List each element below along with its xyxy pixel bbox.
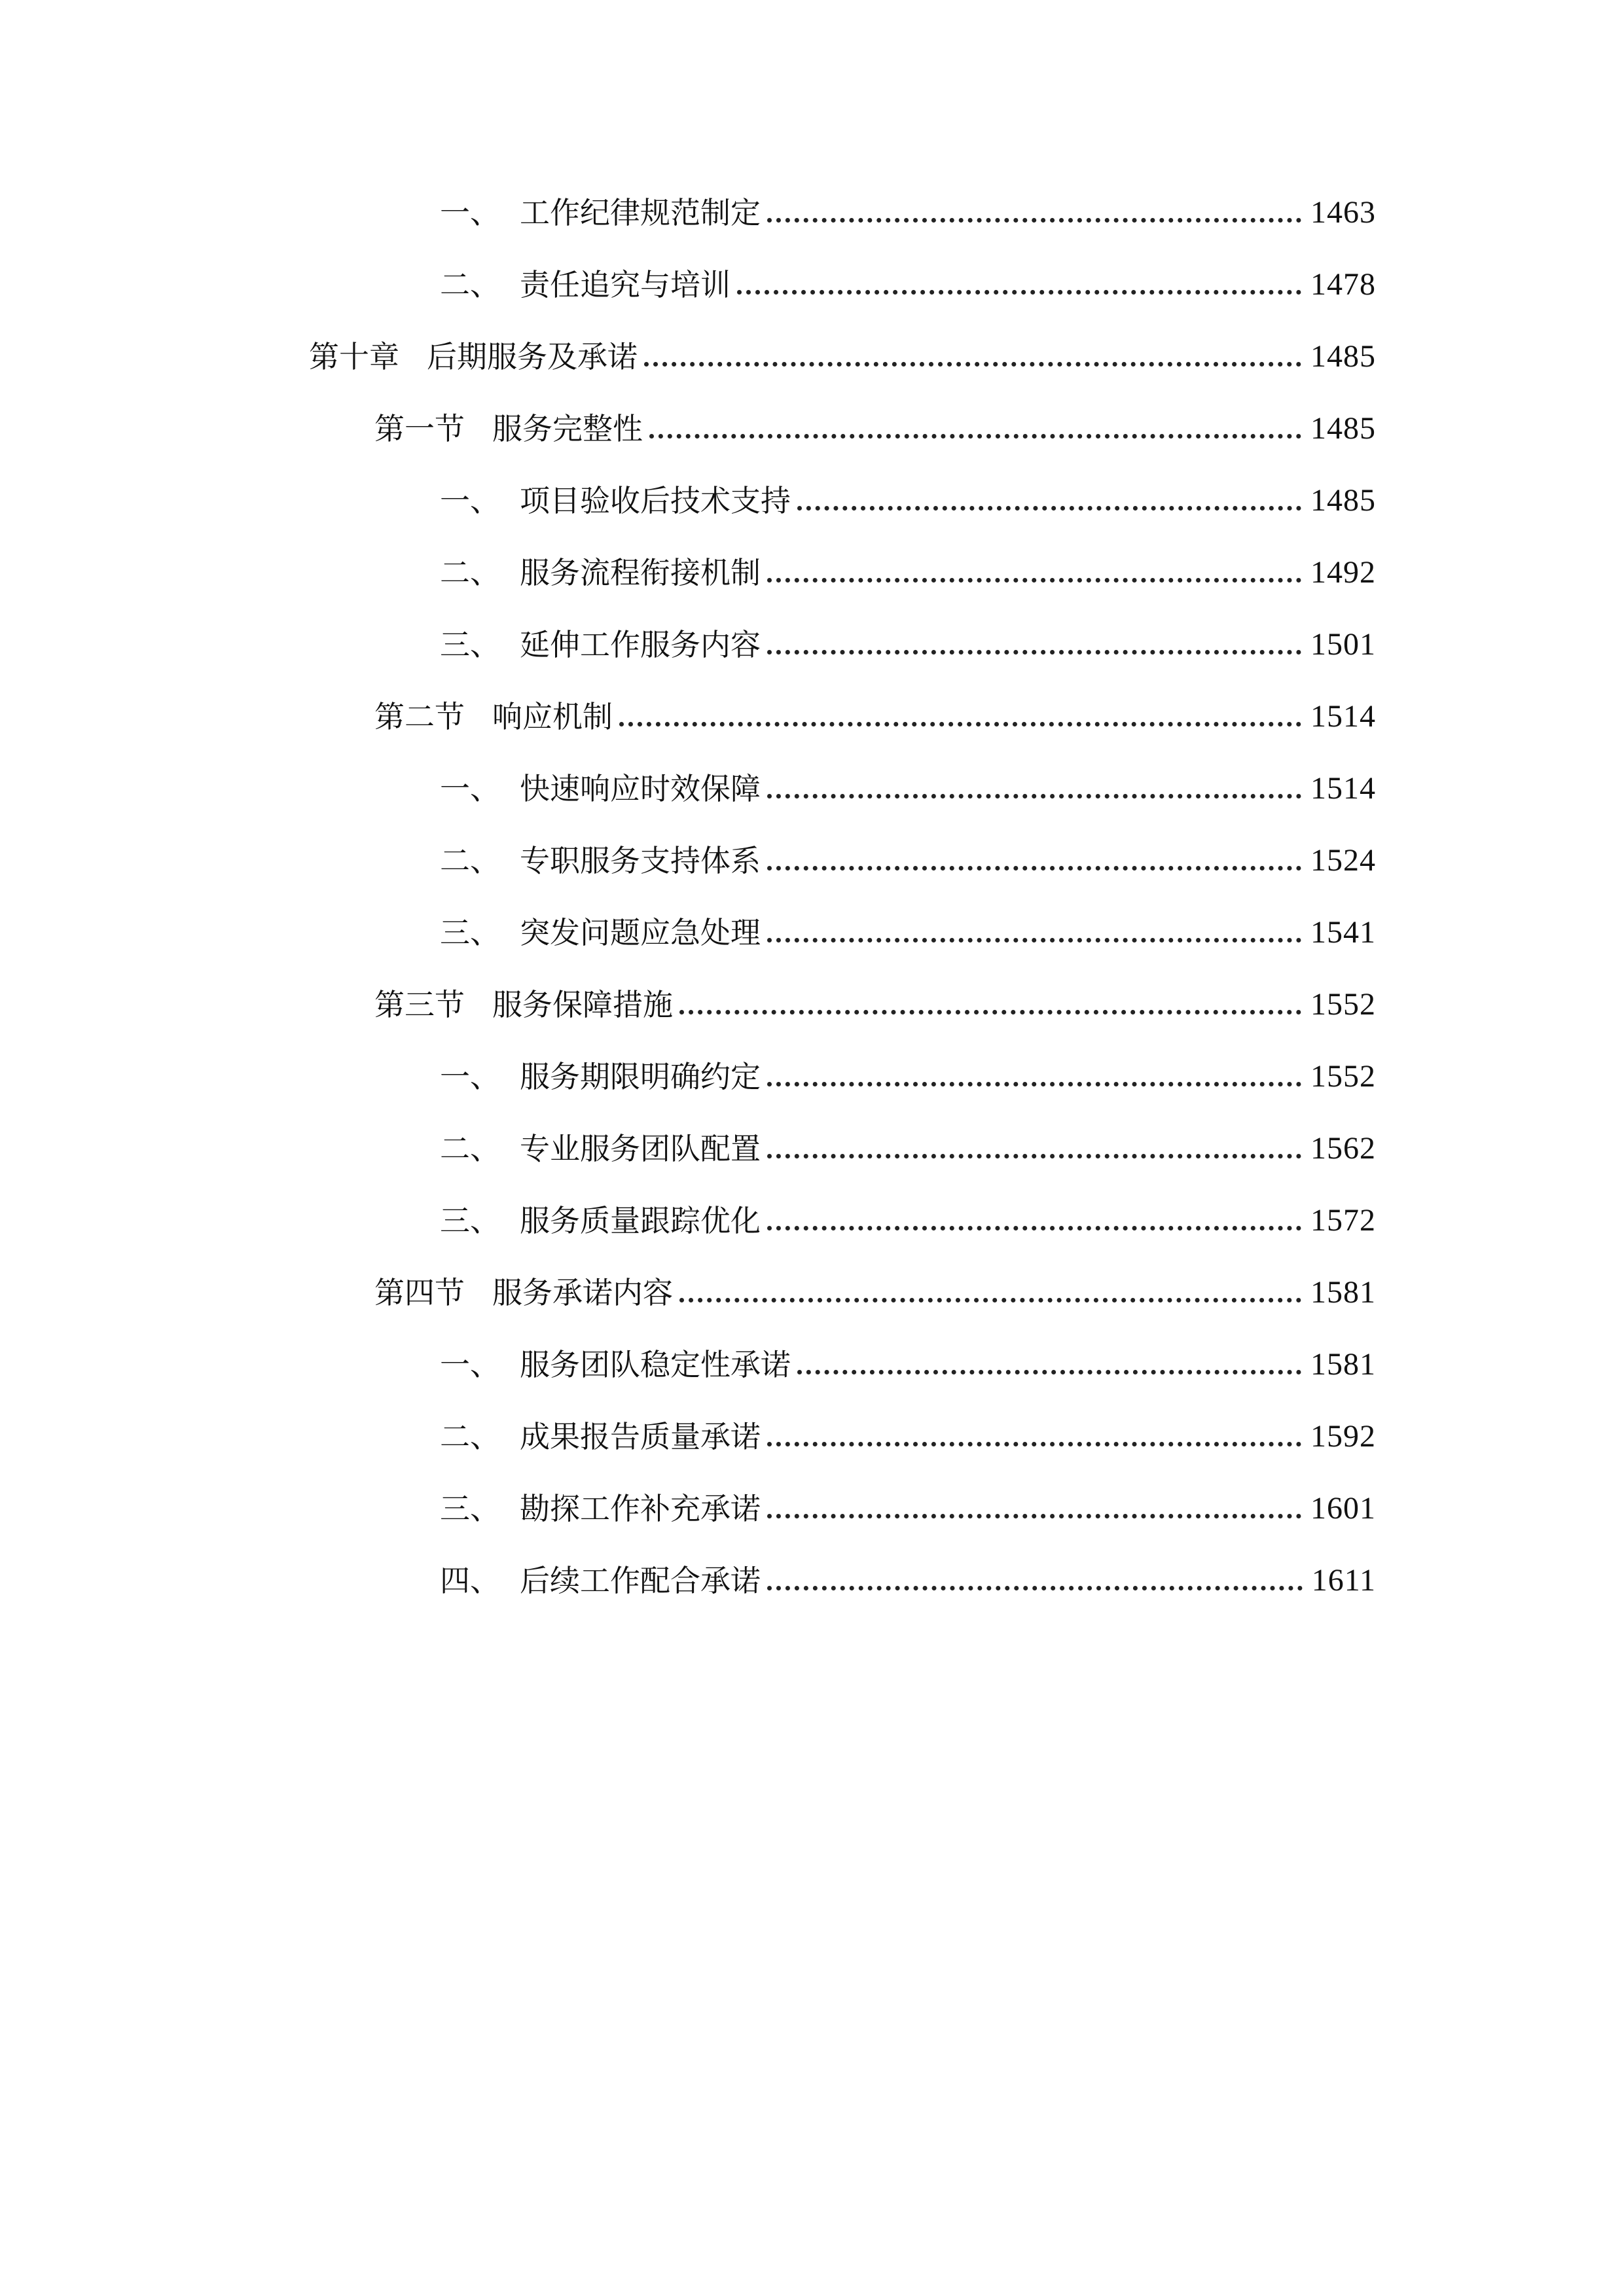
- toc-dot-leader: [767, 622, 1301, 668]
- toc-dot-leader: [767, 550, 1301, 596]
- toc-entry-page-number: 1552: [1310, 1059, 1376, 1094]
- toc-dot-leader: [767, 1054, 1301, 1100]
- toc-entry-title: 快速响应时效保障: [520, 771, 761, 806]
- toc-entry-page-number: 1485: [1310, 339, 1376, 374]
- toc-entry-title: 突发问题应急处理: [520, 915, 761, 950]
- toc-entry-section-item[interactable]: [440, 1126, 1376, 1172]
- toc-dot-leader: [649, 406, 1301, 452]
- toc-entry-number: 一、: [440, 195, 500, 230]
- toc-entry-number: 一、: [440, 771, 500, 806]
- toc-entry-page-number: 1492: [1310, 555, 1376, 590]
- toc-entry-section[interactable]: [374, 1270, 1376, 1316]
- toc-entry-number: 第四节: [374, 1275, 465, 1310]
- toc-entry-title: 服务质量跟踪优化: [520, 1203, 761, 1238]
- toc-entry-title: 服务完整性: [492, 411, 643, 446]
- toc-entry-section-item[interactable]: [440, 910, 1376, 956]
- toc-entry-page-number: 1463: [1310, 195, 1376, 230]
- toc-entry-title: 专业服务团队配置: [520, 1131, 761, 1166]
- toc-entry-section-item[interactable]: [440, 1054, 1376, 1100]
- toc-entry-page-number: 1581: [1310, 1347, 1376, 1382]
- toc-entry-title: 勘探工作补充承诺: [520, 1491, 761, 1526]
- toc-dot-leader: [644, 334, 1301, 380]
- toc-entry-title: 服务流程衔接机制: [520, 555, 761, 590]
- toc-entry-number: 第十章: [309, 339, 399, 374]
- toc-entry-section[interactable]: [374, 406, 1376, 452]
- toc-entry-number: 二、: [440, 1419, 500, 1454]
- toc-dot-leader: [679, 982, 1301, 1028]
- toc-entry-title: 服务承诺内容: [492, 1275, 673, 1310]
- toc-entry-number: 一、: [440, 1347, 500, 1382]
- toc-entry-number: 二、: [440, 1131, 500, 1166]
- toc-dot-leader: [679, 1270, 1301, 1316]
- toc-entry-number: 三、: [440, 1203, 500, 1238]
- toc-entry-number: 二、: [440, 267, 500, 302]
- toc-entry-section-item[interactable]: [440, 622, 1376, 668]
- toc-entry-page-number: 1514: [1310, 699, 1376, 734]
- toc-dot-leader: [767, 838, 1301, 884]
- toc-entry-page-number: 1524: [1310, 843, 1376, 878]
- toc-dot-leader: [737, 262, 1301, 308]
- toc-entry-title: 责任追究与培训: [520, 267, 731, 302]
- toc-dot-leader: [767, 1414, 1301, 1460]
- toc-entry-number: 二、: [440, 843, 500, 878]
- toc-dot-leader: [767, 1198, 1301, 1244]
- toc-entry-title: 服务团队稳定性承诺: [520, 1347, 791, 1382]
- toc-entry-title: 专职服务支持体系: [520, 843, 761, 878]
- toc-entry-number: 一、: [440, 483, 500, 518]
- toc-entry-section[interactable]: [374, 982, 1376, 1028]
- toc-entry-section-item[interactable]: [440, 190, 1376, 236]
- toc-entry-section-item[interactable]: [440, 838, 1376, 884]
- toc-entry-page-number: 1562: [1310, 1131, 1376, 1166]
- toc-dot-leader: [767, 766, 1301, 812]
- toc-entry-number: 一、: [440, 1059, 500, 1094]
- toc-entry-title: 服务保障措施: [492, 987, 673, 1022]
- toc-entry-section-item[interactable]: [440, 478, 1376, 524]
- toc-entry-number: 三、: [440, 915, 500, 950]
- toc-entry-title: 延伸工作服务内容: [520, 627, 761, 662]
- toc-entry-page-number: 1541: [1310, 915, 1376, 950]
- toc-entry-page-number: 1478: [1310, 267, 1376, 302]
- toc-entry-page-number: 1572: [1310, 1203, 1376, 1238]
- toc-entry-section-item[interactable]: [440, 1198, 1376, 1244]
- toc-entry-title: 成果报告质量承诺: [520, 1419, 761, 1454]
- toc-entry-section[interactable]: [374, 694, 1376, 740]
- toc-dot-leader: [797, 478, 1301, 524]
- toc-dot-leader: [767, 1558, 1303, 1604]
- toc-dot-leader: [767, 1126, 1301, 1172]
- toc-entry-section-item[interactable]: [440, 1558, 1376, 1604]
- toc-entry-page-number: 1514: [1310, 771, 1376, 806]
- toc-entry-page-number: 1501: [1310, 627, 1376, 662]
- toc-entry-page-number: 1581: [1310, 1275, 1376, 1310]
- toc-entry-title: 项目验收后技术支持: [520, 483, 791, 518]
- toc-entry-number: 二、: [440, 555, 500, 590]
- toc-entry-number: 三、: [440, 1491, 500, 1526]
- toc-entry-page-number: 1552: [1310, 987, 1376, 1022]
- toc-dot-leader: [767, 910, 1301, 956]
- toc-entry-section-item[interactable]: [440, 1342, 1376, 1388]
- toc-entry-title: 后续工作配合承诺: [520, 1563, 761, 1598]
- toc-entry-page-number: 1485: [1310, 483, 1376, 518]
- toc-entry-page-number: 1485: [1310, 411, 1376, 446]
- toc-entry-number: 第一节: [374, 411, 465, 446]
- toc-entry-title: 响应机制: [492, 699, 613, 734]
- toc-dot-leader: [797, 1342, 1301, 1388]
- toc-entry-page-number: 1611: [1311, 1563, 1376, 1598]
- toc-entry-number: 三、: [440, 627, 500, 662]
- toc-entry-page-number: 1601: [1310, 1491, 1376, 1526]
- toc-dot-leader: [767, 1486, 1301, 1532]
- toc-entry-section-item[interactable]: [440, 766, 1376, 812]
- toc-entry-number: 第二节: [374, 699, 465, 734]
- toc-dot-leader: [619, 694, 1301, 740]
- toc-entry-page-number: 1592: [1310, 1419, 1376, 1454]
- toc-entry-number: 第三节: [374, 987, 465, 1022]
- toc-entry-title: 工作纪律规范制定: [520, 195, 761, 230]
- toc-entry-section-item[interactable]: [440, 262, 1376, 308]
- toc-entry-section-item[interactable]: [440, 550, 1376, 596]
- toc-entry-section-item[interactable]: [440, 1486, 1376, 1532]
- toc-entry-title: 后期服务及承诺: [427, 339, 638, 374]
- toc-dot-leader: [767, 190, 1301, 236]
- toc-entry-number: 四、: [440, 1563, 500, 1598]
- toc-entry-chapter[interactable]: [309, 334, 1376, 380]
- toc-entry-section-item[interactable]: [440, 1414, 1376, 1460]
- toc-entry-title: 服务期限明确约定: [520, 1059, 761, 1094]
